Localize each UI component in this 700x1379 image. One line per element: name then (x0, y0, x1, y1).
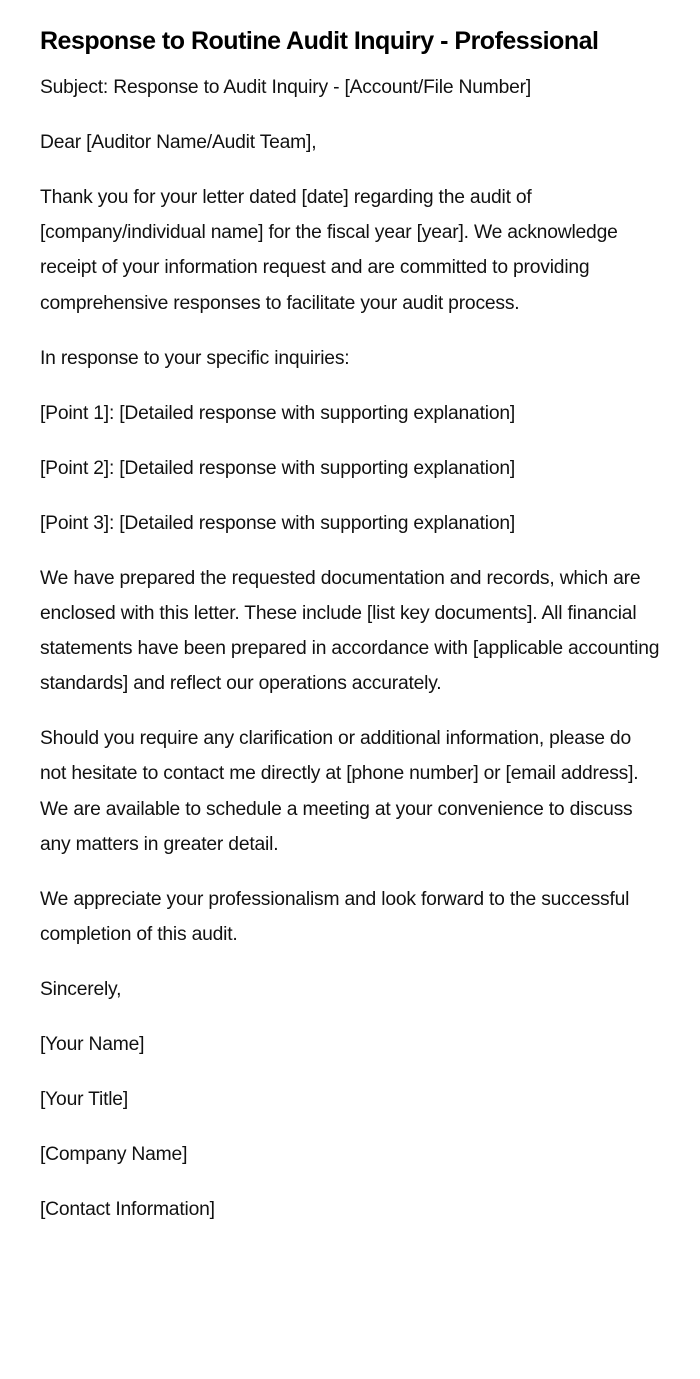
signature-title: [Your Title] (40, 1089, 128, 1111)
contact-paragraph: Should you require any clarification or additional information, please do not hesitate to contact me directly at [phone number] or [email address]. We are available to schedule a meeting at your convenience to discuss any matters in greater detail. (40, 728, 639, 855)
documentation-paragraph: We have prepared the requested documentation and records, which are enclosed with this letter. These include [list key documents]. All financial statements have been prepared in accordance with [applicable accounting standards] and reflect our operations accurately. (40, 567, 660, 695)
document-title: Response to Routine Audit Inquiry - Professional (40, 27, 599, 55)
inquiries-lead: In response to your specific inquiries: (40, 347, 350, 369)
signature-name: [Your Name] (40, 1034, 145, 1056)
signature-company: [Company Name] (40, 1144, 188, 1166)
intro-paragraph: Thank you for your letter dated [date] regarding the audit of [company/individual name] for the fiscal year [year]. We acknowledge receipt of your information request and are committed to providing comprehensive responses to facilitate your audit process. (40, 187, 618, 314)
point-3: [Point 3]: [Detailed response with supporting explanation] (40, 512, 516, 534)
closing: Sincerely, (40, 979, 122, 1001)
appreciation-paragraph: We appreciate your professionalism and look forward to the successful completion of this audit. (40, 888, 630, 946)
point-1: [Point 1]: [Detailed response with supporting explanation] (40, 402, 516, 424)
subject-line: Subject: Response to Audit Inquiry - [Account/File Number] (40, 77, 532, 98)
salutation: Dear [Auditor Name/Audit Team], (40, 132, 317, 153)
point-2: [Point 2]: [Detailed response with supporting explanation] (40, 457, 516, 479)
signature-contact: [Contact Information] (40, 1199, 215, 1221)
